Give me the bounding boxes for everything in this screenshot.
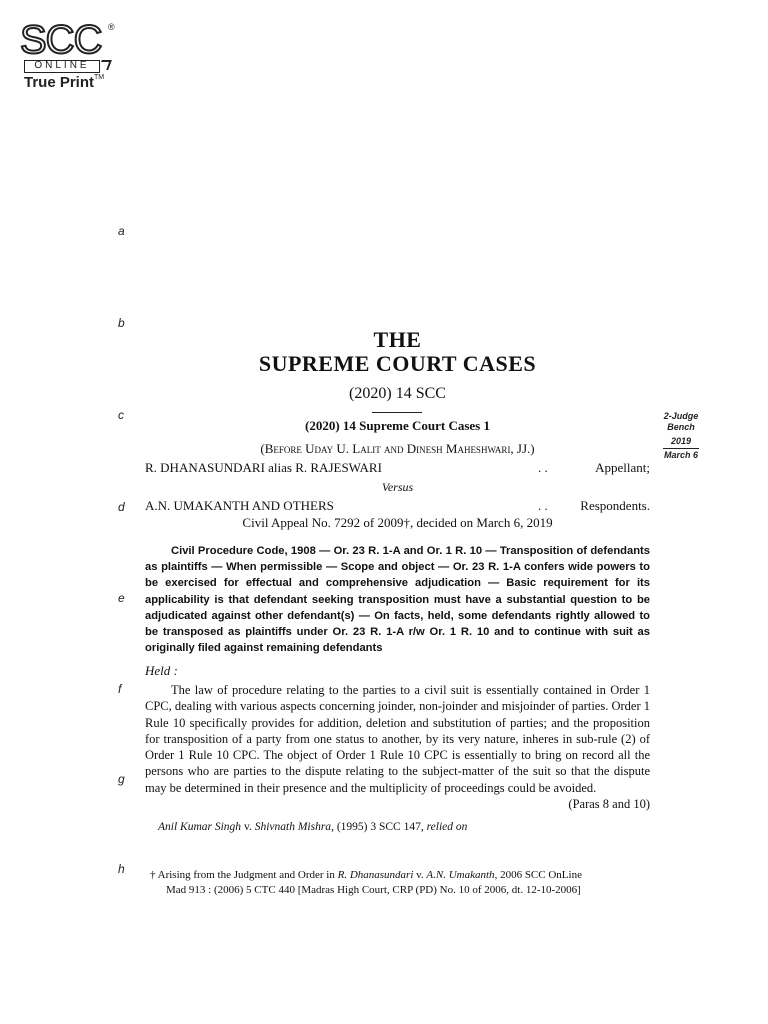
held-text: The law of procedure relating to the parties to a civil suit is essentially contained in Order 1 CPC, dealing with various aspects concerning joinder, non-joinder and misjoinder of parties. Order 1 Rule 10 specifically provides for addition, deletion and substitution of parties; and the proposition for transposition of a party from one status to another, by its very nature, inheres in sub-rule (2) of Order 1 Rule 10 CPC. The object of Order 1 Rule 10 CPC is essentially to bring on record all the persons who are parties to the dispute relating to the subject-matter of the suit so that the dispute may be determined in their presence and the multiplicity of proceedings could be avoided. [145,683,650,795]
footnote-line-2: Mad 913 : (2006) 5 CTC 440 [Madras High Court, CRP (PD) No. 10 of 2006, dt. 12-10-2006] [166,884,581,896]
relied-on-citation [158,821,467,833]
respondent-name: A.N. UMAKANTH AND OTHERS [145,498,334,513]
appellant-role: Appellant; [595,460,650,475]
logo-tagline [24,74,104,91]
margin-letter-b: b [118,316,125,330]
headnote: Civil Procedure Code, 1908 — Or. 23 R. 1-A and Or. 1 R. 10 — Transposition of defendants as plaintiffs — When permissible — Scope and object — Or. 23 R. 1-A confers wide powers to be exercised for effectual and comprehensive adjudication — Basic requirement for its applicability is that defendant seeking transposition must have a substantial question to be adjudicated against other defendant(s) — On facts, held, some defendants rightly allowed to be transposed as plaintiffs under Or. 23 R. 1-A r/w Or. 1 R. 10 and to continue with suit as originally filed against remaining defendants [145,545,650,655]
title-divider [372,412,422,413]
civil-appeal-line: Civil Appeal No. 7292 of 2009†, decided on March 6, 2019 [242,515,553,530]
relied-v: v. [243,821,252,833]
margin-letter-a: a [118,224,125,238]
paras-reference: (Paras 8 and 10) [568,797,650,812]
footnote-v: v. [413,869,427,881]
appellant-name: R. DHANASUNDARI alias R. RAJESWARI [145,460,382,475]
footnote-marker: † [150,869,156,881]
respondent-role: Respondents. [580,498,650,513]
appellant-row [145,460,650,476]
margin-letter-d: d [118,500,125,514]
footnote-text-1: Arising from the Judgment and Order in [155,869,338,881]
journal-title-line1: THE [373,327,422,352]
logo-tagline-text: True Print [24,74,95,91]
held-paragraph [145,682,650,812]
relied-citation: , (1995) 3 SCC 147, [331,821,427,833]
footnote [150,868,650,898]
margin-letter-h: h [118,862,125,876]
respondent-dots: . . [538,498,548,513]
versus-label: Versus [381,480,414,494]
pen-icon [98,60,112,70]
case-citation: (2020) 14 Supreme Court Cases 1 [305,418,490,433]
bench-side-note [656,411,706,461]
respondent-row [145,498,650,514]
side-date: March 6 [663,450,698,460]
side-divider [663,448,699,449]
appellant-dots: . . [538,460,548,475]
margin-letter-g: g [118,772,125,786]
footnote-text-2: , 2006 SCC OnLine [494,869,582,881]
scc-online-logo [20,18,120,92]
footnote-case-2: A.N. Umakanth [426,869,495,881]
bench-label: 2-Judge Bench [663,411,699,432]
logo-trademark: TM [94,74,105,81]
journal-title-line2: SUPREME COURT CASES [258,351,537,376]
margin-letter-f: f [118,682,122,696]
side-year: 2019 [670,436,692,446]
logo-brand: SCC [20,18,102,62]
logo-online-box: ONLINE [24,60,100,73]
relied-status: relied on [426,821,468,833]
relied-case-2: Shivnath Mishra [254,821,332,833]
relied-case-1: Anil Kumar Singh [158,821,242,833]
bench-judges: (Before Uday U. Lalit and Dinesh Maheshwari, JJ.) [260,441,535,456]
volume-label: (2020) 14 SCC [349,385,446,402]
logo-registered-mark: ® [108,22,115,32]
margin-letter-e: e [118,591,125,605]
margin-letter-c: c [118,408,124,422]
held-label: Held : [145,663,178,678]
footnote-case-1: R. Dhanasundari [337,869,414,881]
